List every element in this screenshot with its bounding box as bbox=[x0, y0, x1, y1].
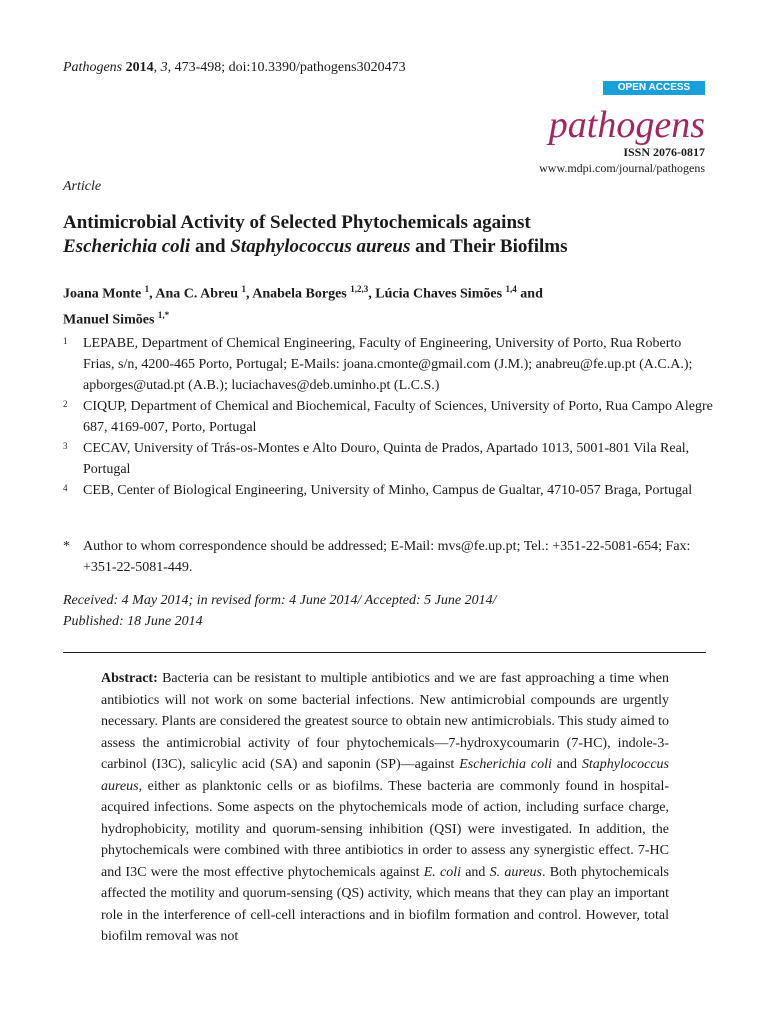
affiliation-1 bbox=[63, 333, 713, 396]
abstract-text: and bbox=[551, 757, 582, 772]
title-end: and Their Biofilms bbox=[410, 236, 568, 257]
affiliation-text: CEB, Center of Biological Engineering, University of Minho, Campus de Gualtar, 4710-057 Braga, Portugal bbox=[83, 483, 693, 498]
title-line1: Antimicrobial Activity of Selected Phytochemicals against bbox=[63, 212, 531, 233]
abstract bbox=[101, 668, 669, 948]
affiliation-number: 2 bbox=[63, 399, 68, 409]
citation-volume: 3 bbox=[160, 60, 168, 75]
article-type: Article bbox=[63, 179, 102, 194]
author-sup: 1 bbox=[144, 284, 150, 294]
affiliation-text: CIQUP, Department of Chemical and Biochemical, Faculty of Sciences, University of Porto, Rua Campo Alegre 687, 4169-007, Porto, Portugal bbox=[83, 399, 713, 435]
species-name: Escherichia coli bbox=[459, 757, 552, 772]
correspondence-star: * bbox=[63, 539, 70, 554]
paper-title bbox=[63, 211, 713, 259]
divider bbox=[63, 652, 706, 653]
author-name: Anabela Borges bbox=[252, 286, 347, 302]
publication-dates bbox=[63, 590, 713, 632]
affiliation-number: 3 bbox=[63, 441, 68, 451]
species-name: S. aureus bbox=[489, 864, 542, 880]
author-name: Ana C. Abreu bbox=[155, 286, 238, 302]
citation-rest: , 473-498; doi:10.3390/pathogens3020473 bbox=[167, 60, 406, 75]
affiliation-3 bbox=[63, 438, 713, 480]
author-sup: 1,4 bbox=[505, 284, 517, 294]
affiliation-number: 1 bbox=[63, 336, 68, 346]
species-name: E. coli bbox=[423, 864, 461, 880]
affiliation-number: 4 bbox=[63, 483, 68, 493]
author-name: Manuel Simões bbox=[63, 312, 155, 328]
title-and: and bbox=[190, 236, 231, 257]
abstract-label: Abstract: bbox=[101, 671, 158, 686]
dates-line2: Published: 18 June 2014 bbox=[63, 614, 203, 629]
affiliation-text: LEPABE, Department of Chemical Engineering, Faculty of Engineering, University of Porto, Rua Roberto Frias, s/n, 4200-465 Porto, Portugal; E-Mails: joana.cmonte@gmail.com (J.M.); anabreu@fe.up.pt (A.C.A.); apborges@utad.pt (A.B.); luciachaves@deb.uminho.pt (L.C.S.) bbox=[83, 336, 693, 393]
affiliation-2 bbox=[63, 396, 713, 438]
issn: ISSN 2076-0817 bbox=[623, 145, 705, 159]
author-name: Lúcia Chaves Simões bbox=[375, 286, 503, 302]
journal-logo: pathogens bbox=[548, 104, 705, 146]
title-species1: Escherichia coli bbox=[63, 236, 191, 257]
affiliation-4 bbox=[63, 480, 713, 501]
abstract-text: and bbox=[461, 864, 490, 880]
citation-journal: Pathogens bbox=[63, 60, 123, 75]
species-name: Staphylococcus aureus bbox=[101, 757, 669, 794]
author-list: Joana Monte $^1$, Ana C. Abreu $^1$, Anabela Borges $^{1,2,3}$, Lúcia Chaves Simões $^{1,4}$ and Manuel Simões $^{1,*}$ bbox=[63, 284, 543, 328]
journal-url[interactable]: www.mdpi.com/journal/pathogens bbox=[539, 161, 705, 175]
title-species2: Staphylococcus aureus bbox=[230, 236, 411, 257]
citation-year: 2014 bbox=[125, 60, 154, 75]
abstract-text: , either as planktonic cells or as biofilms. These bacteria are commonly found in hospital-acquired infections. Some aspects on the phytochemicals mode of action, including surface charge, hydrophobicity, motility and quorum-sensing inhibition (QSI) were investigated. In addition, the phytochemicals were combined with three antibiotics in order to assess any synergistic effect. 7-HC and I3C were the most effective phytochemicals against bbox=[101, 778, 669, 880]
correspondence-text: Author to whom correspondence should be addressed; E-Mail: mvs@fe.up.pt; Tel.: +351-22-5081-654; Fax: +351-22-5081-449. bbox=[83, 539, 691, 575]
correspondence bbox=[63, 536, 713, 578]
author-sup: 1,2,3 bbox=[350, 284, 369, 294]
abstract-text: . Both phytochemicals affected the motility and quorum-sensing (QS) activity, which means that they can play an important role in the interference of cell-cell interactions and in biofilm formation and control. However, total biofilm removal was not bbox=[101, 864, 669, 944]
author-sup: 1,* bbox=[157, 309, 170, 320]
affiliation-text: CECAV, University of Trás-os-Montes e Alto Douro, Quinta de Prados, Apartado 1013, 5001-801 Vila Real, Portugal bbox=[83, 441, 690, 477]
author-name: Joana Monte bbox=[63, 286, 142, 302]
author-sup: 1 bbox=[241, 284, 246, 294]
open-access-badge: OPEN ACCESS bbox=[603, 81, 705, 95]
citation-line: Pathogens 2014, 3, 473-498; doi:10.3390/pathogens3020473 bbox=[63, 60, 406, 75]
dates-line1: Received: 4 May 2014; in revised form: 4 June 2014/ Accepted: 5 June 2014/ bbox=[63, 593, 497, 608]
abstract-text: Bacteria can be resistant to multiple antibiotics and we are fast approaching a time when antibiotics will not work on some bacterial infections. New antimicrobial compounds are urgently necessary. Plants are considered the greatest source to obtain new antimicrobials. This study aimed to assess the antimicrobial activity of four phytochemicals—7-hydroxycoumarin (7-HC), indole-3-carbinol (I3C), salicylic acid (SA) and saponin (SP)—against bbox=[101, 671, 670, 772]
